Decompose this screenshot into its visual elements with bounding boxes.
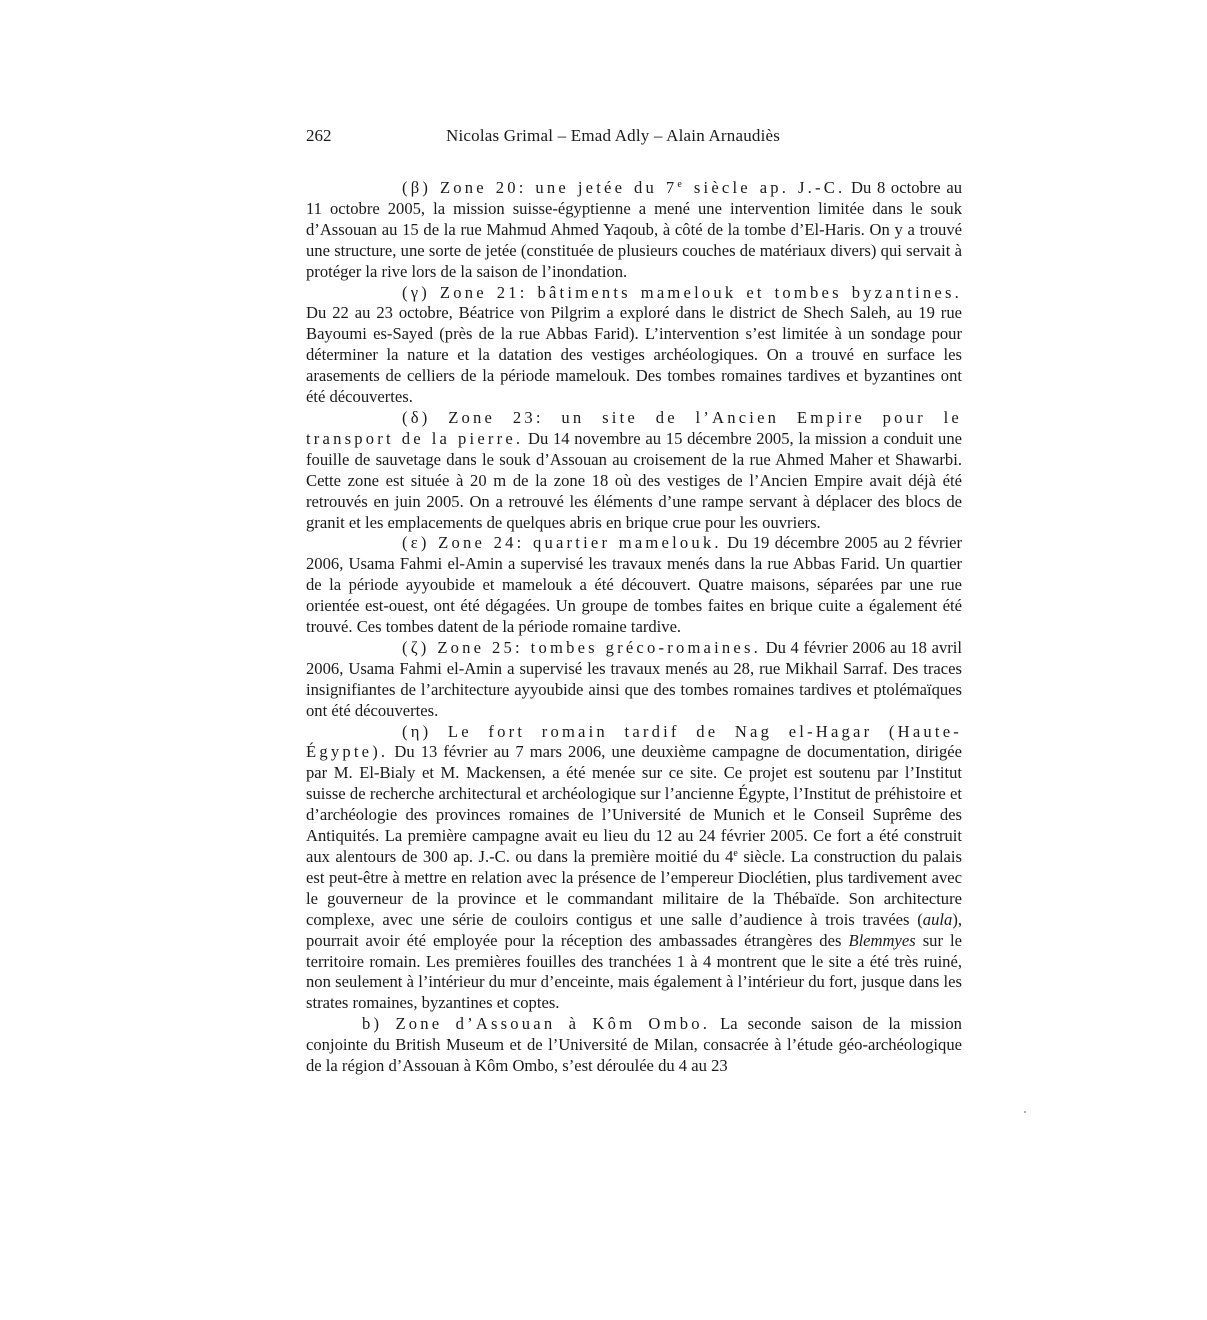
paragraph-text: Du 8 octobre au 11 octobre 2005, la mission suisse-égyptienne a mené une intervention limitée dans le souk d’Assouan au 15 de la rue Mahmud Ahmed Yaqoub, à côté de la tombe d’El-Haris. On y a trouvé une structure, une sorte de jetée (constituée de plusieurs couches de matériaux divers) qui servait à protéger la rive lors de la saison de l’inondation. xyxy=(306,178,963,281)
page-number: 262 xyxy=(306,126,332,145)
heading-nag-el-hagar: (η) Le fort romain tardif de Nag el-Hagar (Haute-Égypte). xyxy=(306,721,962,762)
paragraph-text: Du 22 au 23 octobre, Béatrice von Pilgrim a exploré dans le district de Shech Saleh, au 19 rue Bayoumi es-Sayed (près de la rue Abbas Farid). L’intervention s’est limitée à un sondage pour déterminer la nature et la datation des vestiges archéologiques. On a trouvé en surface les arasements de celliers de la période mamelouk. Des tombes romaines tardives et byzantines ont été découvertes. xyxy=(306,303,962,407)
paragraph-zone-25 xyxy=(306,638,962,722)
italic-term-aula: aula xyxy=(922,909,953,929)
running-head xyxy=(306,118,962,154)
page xyxy=(306,118,962,1077)
running-title-authors: Nicolas Grimal – Emad Adly – Alain Arnaudiès xyxy=(446,126,781,145)
italic-term-blemmyes: Blemmyes xyxy=(848,930,916,950)
heading-zone-21: (γ) Zone 21: bâtiments mamelouk et tombes byzantines. xyxy=(402,282,962,302)
paragraph-zone-23 xyxy=(306,408,962,533)
paragraph-assouan-kom-ombo xyxy=(306,1014,962,1077)
paragraph-text: Du 14 novembre au 15 décembre 2005, la mission a conduit une fouille de sauvetage dans le souk d’Assouan au croisement de la rue Ahmed Maher et Shawarbi. Cette zone est située à 20 m de la zone 18 où des vestiges de l’Ancien Empire avait déjà été retrouvés en juin 2005. On a retrouvé les éléments d’une rampe servant à déplacer des blocs de granit et les emplacements de quelques abris en brique crue pour les ouvriers. xyxy=(306,428,962,532)
paragraph-text: Du 4 février 2006 au 18 avril 2006, Usama Fahmi el-Amin a supervisé les travaux menés au 28, rue Mikhail Sarraf. Des traces insignifiantes de l’architecture ayyoubide ainsi que des tombes romaines tardives et ptolémaïques ont été découvertes. xyxy=(306,637,962,720)
paragraph-nag-el-hagar: (η) Le fort romain tardif de Nag el-Hagar (Haute-Égypte). Du 13 février au 7 mars 2006, une deuxième campagne de documentation, dirigée par M. El-Bialy et M. Mackensen, a été menée sur ce site. Ce projet est soutenu par l’Institut suisse de recherche architectural et archéologique sur l’ancienne Égypte, l’Institut de préhistoire et d’archéologie des provinces romaines de l’Université de Munich et le Conseil Suprême des Antiquités. La première campagne avait eu lieu du 12 au 24 février 2005. Ce fort a été construit aux alentours de 300 ap. J.-C. ou dans la première moitié du 4e siècle. La construction du palais est peut-être à mettre en relation avec la présence de l’empereur Dioclétien, plus tardivement avec le gouverneur de la province et le commandant militaire de la Thébaïde. Son architecture complexe, avec une série de couloirs contigus et une salle d’audience à trois travées (aula), pourrait avoir été employée pour la réception des ambassades étrangères des Blemmyes sur le territoire romain. Les premières fouilles des tranchées 1 à 4 montrent que le site a été très ruiné, non seulement à l’intérieur du mur d’enceinte, mais également à l’intérieur du fort, jusque dans les strates romaines, byzantines et coptes. xyxy=(306,721,962,1013)
paragraph-zone-21 xyxy=(306,283,962,408)
heading-zone-23: (δ) Zone 23: un site de l’Ancien Empire pour le transport de la pierre. xyxy=(306,407,962,448)
paragraph-zone-20 xyxy=(306,178,962,283)
heading-zone-20: (β) Zone 20: une jetée du 7e siècle ap. J.-C. xyxy=(402,178,846,197)
paragraph-text: Du 19 décembre 2005 au 2 février 2006, Usama Fahmi el-Amin a supervisé les travaux menés dans la rue Abbas Farid. Un quartier de la période ayyoubide et mamelouk a été découvert. Quatre maisons, séparées par une rue orientée est-ouest, ont été dégagées. Un groupe de tombes faites en brique cuite a également été trouvé. Ces tombes datent de la période romaine tardive. xyxy=(306,533,962,637)
margin-speck xyxy=(1024,1111,1026,1113)
heading-assouan-kom-ombo: b) Zone d’Assouan à Kôm Ombo. xyxy=(362,1014,711,1034)
paragraph-zone-24 xyxy=(306,533,962,638)
body-text xyxy=(306,178,962,1077)
heading-zone-24: (ε) Zone 24: quartier mamelouk. xyxy=(402,533,722,553)
paragraph-text: La seconde saison de la mission conjointe du British Museum et de l’Université de Milan, consacrée à l’étude géo-archéologique de la région d’Assouan à Kôm Ombo, s’est déroulée du 4 au 23 xyxy=(306,1014,962,1076)
heading-zone-25: (ζ) Zone 25: tombes gréco-romaines. xyxy=(402,637,761,657)
